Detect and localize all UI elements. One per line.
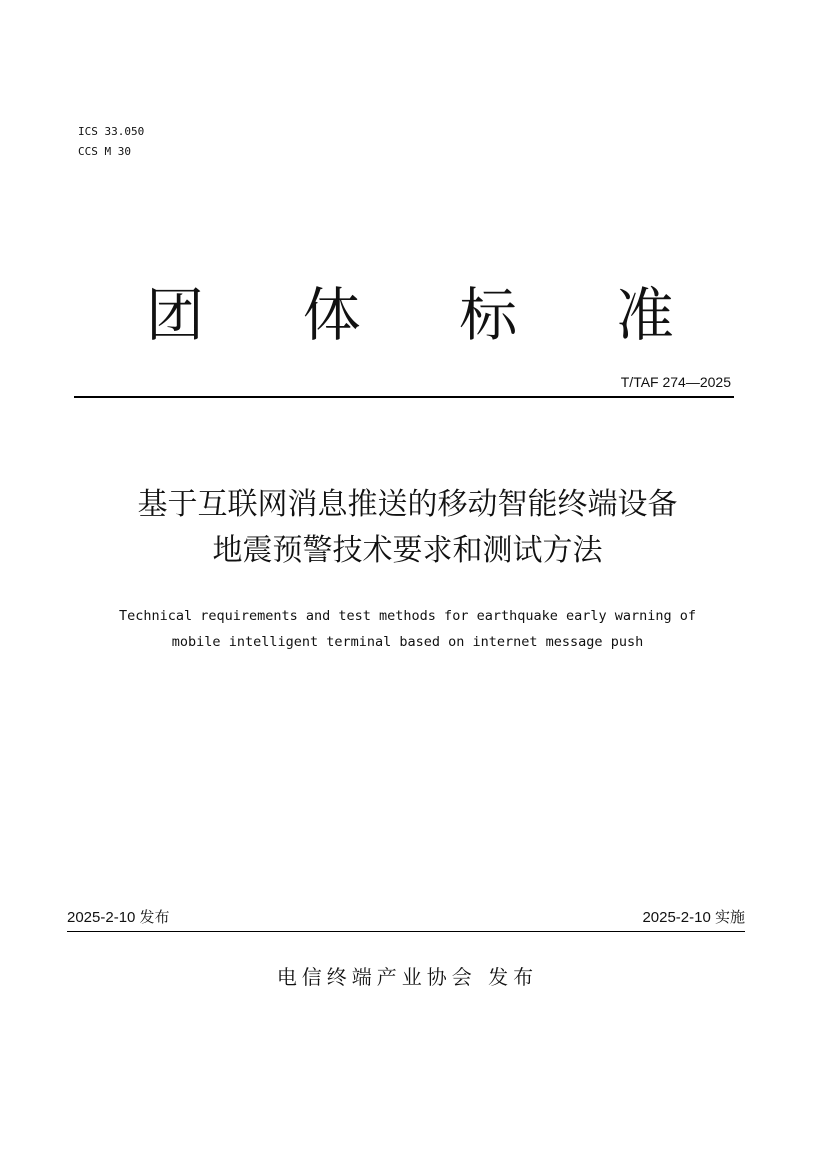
classification-codes xyxy=(78,122,144,162)
chinese-title xyxy=(0,482,815,574)
top-divider xyxy=(74,396,734,398)
standard-number: T/TAF 274—2025 xyxy=(620,374,731,390)
chinese-title-line-2: 地震预警技术要求和测试方法 xyxy=(212,533,603,568)
bottom-divider xyxy=(67,931,745,932)
doc-type-char-4: 准 xyxy=(615,281,674,349)
doc-type-char-2: 体 xyxy=(302,281,361,349)
english-title-line-1: Technical requirements and test methods for earthquake early warning of xyxy=(118,608,697,624)
doc-type-char-1: 团 xyxy=(145,281,204,349)
issue-date: 2025-2-10 发布 xyxy=(67,909,170,926)
english-title xyxy=(0,603,815,655)
chinese-title-line-1: 基于互联网消息推送的移动智能终端设备 xyxy=(137,487,678,522)
publisher: 电信终端产业协会 发布 xyxy=(276,965,539,989)
english-title-line-2: mobile intelligent terminal based on internet message push xyxy=(171,634,644,650)
ccs-code: CCS M 30 xyxy=(78,145,131,158)
document-type-heading xyxy=(130,280,690,350)
doc-type-char-3: 标 xyxy=(459,281,518,349)
ics-code: ICS 33.050 xyxy=(78,125,145,138)
implementation-date: 2025-2-10 实施 xyxy=(642,909,745,926)
